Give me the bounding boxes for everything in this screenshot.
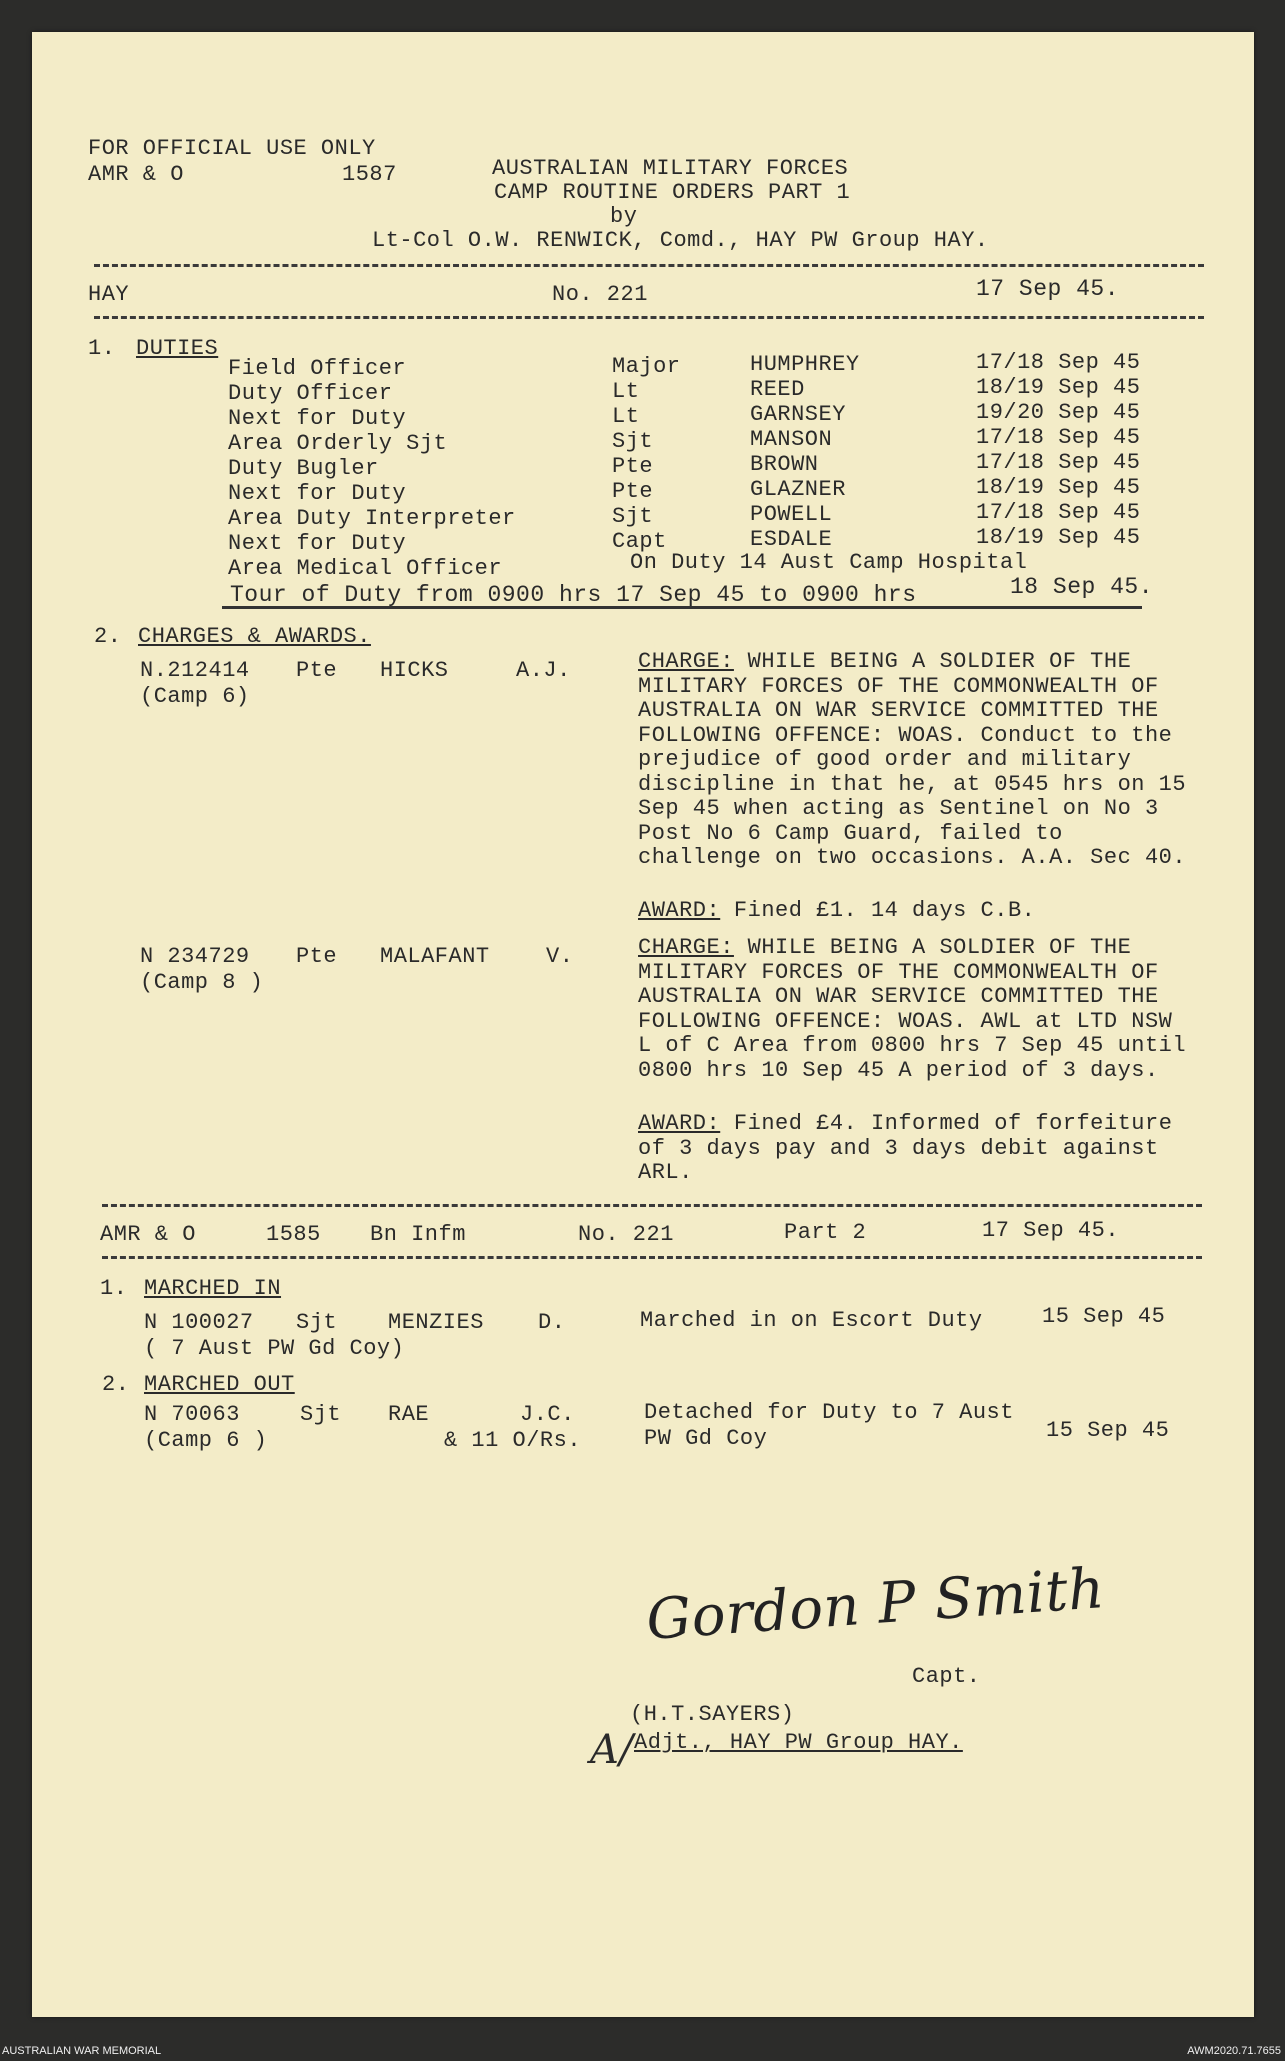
signatory-rank: Capt. [912,1664,981,1689]
reference-number: 1587 [342,162,397,187]
official-use-label: FOR OFFICIAL USE ONLY [88,136,376,161]
marched-in-number: N 100027 [144,1310,254,1335]
case-service-number: N 234729 [140,944,250,969]
charge-label: CHARGE: [638,935,734,960]
divider-part2-bottom [102,1256,1202,1259]
duties-heading-number: 1. [88,336,116,361]
marched-out-heading-number: 2. [102,1372,130,1397]
marched-out-heading: MARCHED OUT [144,1372,295,1397]
case-name: HICKS [380,658,449,683]
marched-out-others: & 11 O/Rs. [444,1428,582,1453]
for-mark: A/ [590,1727,634,1773]
duty-name: MANSON [750,427,833,452]
divider-top [94,264,1204,267]
award-body: Fined £4. Informed of forfeiture of 3 days pay and 3 days debit against ARL. [638,1111,1173,1185]
part2-label: Part 2 [784,1220,867,1245]
charges-heading-number: 2. [94,624,122,649]
order-place: HAY [88,282,130,307]
duty-rank: Capt [612,529,667,554]
case-rank: Pte [296,658,338,683]
part2-reference: AMR & O [100,1222,196,1247]
duties-underline [222,606,1142,609]
charge-body: WHILE BEING A SOLDIER OF THE MILITARY FORCES OF THE COMMONWEALTH OF AUSTRALIA ON WAR SERVICE COMMITTED THE FOLLOWING OFFENCE: WOAS. Conduct to the prejudice of good order and military discipline in that he, at 0545 hrs on 15 Sep 45 when acting as Sentinel on No 3 Post No 6 Camp Guard, failed to challenge on two occasions. A.A. Sec 40. [638,649,1187,870]
document-title: CAMP ROUTINE ORDERS PART 1 [494,180,851,205]
duty-rank: Sjt [612,504,654,529]
marched-out-camp: (Camp 6 ) [144,1428,268,1453]
duty-date: 18/19 Sep 45 [976,525,1141,550]
duty-date: 17/18 Sep 45 [976,350,1141,375]
duty-name: POWELL [750,502,833,527]
duty-role: Field Officer [228,356,407,381]
duty-rank: Pte [612,479,654,504]
duty-role: Next for Duty [228,481,407,506]
order-date: 17 Sep 45. [976,276,1120,302]
marched-in-rank: Sjt [296,1310,338,1335]
medical-officer-role: Area Medical Officer [228,556,503,581]
duty-date: 17/18 Sep 45 [976,425,1141,450]
duty-name: GLAZNER [750,477,846,502]
organisation-title: AUSTRALIAN MILITARY FORCES [492,156,849,181]
marched-out-number: N 70063 [144,1402,240,1427]
duty-role: Duty Officer [228,381,393,406]
marched-out-date: 15 Sep 45 [1046,1418,1170,1443]
duty-rank: Major [612,354,681,379]
divider-2 [94,316,1204,319]
case-initials: A.J. [516,658,571,683]
by-label: by [610,204,638,229]
case-camp: (Camp 8 ) [140,970,264,995]
marched-out-detail-line1: Detached for Duty to 7 Aust [644,1400,1014,1425]
duty-rank: Lt [612,404,640,429]
marched-in-initials: D. [538,1310,566,1335]
duty-date: 18/19 Sep 45 [976,475,1141,500]
duty-role: Next for Duty [228,531,407,556]
charge-label: CHARGE: [638,649,734,674]
marched-out-rank: Sjt [300,1402,342,1427]
medical-officer-text: On Duty 14 Aust Camp Hospital [630,550,1028,575]
marched-out-detail-line2: PW Gd Coy [644,1426,768,1451]
commander-line: Lt-Col O.W. RENWICK, Comd., HAY PW Group HAY. [372,228,989,253]
footer-credit: AUSTRALIAN WAR MEMORIAL [2,2045,162,2057]
duty-date: 19/20 Sep 45 [976,400,1141,425]
duty-name: BROWN [750,452,819,477]
signatory-name: (H.T.SAYERS) [630,1702,795,1727]
divider-part2-top [102,1204,1202,1207]
duty-role: Area Duty Interpreter [228,506,516,531]
duty-date: 18/19 Sep 45 [976,375,1141,400]
marched-out-name: RAE [388,1402,430,1427]
order-number: No. 221 [552,282,648,307]
award-body: Fined £1. 14 days C.B. [733,898,1036,923]
duty-rank: Pte [612,454,654,479]
duty-role: Area Orderly Sjt [228,431,448,456]
signature: Gordon P Smith [644,1556,1107,1653]
part2-reference-number: 1585 [266,1222,321,1247]
signatory-title: Adjt., HAY PW Group HAY. [634,1730,963,1755]
case-camp: (Camp 6) [140,684,250,709]
case-rank: Pte [296,944,338,969]
case-award-text [638,1112,1198,1186]
case-charge-text [638,650,1198,871]
marched-in-name: MENZIES [388,1310,484,1335]
marched-in-detail: Marched in on Escort Duty [640,1308,983,1333]
duty-name: REED [750,377,805,402]
part2-bn: Bn Infm [370,1222,466,1247]
document-page [32,32,1254,2017]
duty-name: ESDALE [750,527,833,552]
case-initials: V. [546,944,574,969]
marched-in-heading-number: 1. [100,1276,128,1301]
tour-of-duty: Tour of Duty from 0900 hrs 17 Sep 45 to 0900 hrs [230,582,917,608]
duty-role: Duty Bugler [228,456,379,481]
marched-in-heading: MARCHED IN [144,1276,282,1301]
duty-role: Next for Duty [228,406,407,431]
reference-code: AMR & O [88,162,184,187]
duty-date: 17/18 Sep 45 [976,500,1141,525]
duty-rank: Sjt [612,429,654,454]
marched-in-unit: ( 7 Aust PW Gd Coy) [144,1336,405,1361]
charge-body: WHILE BEING A SOLDIER OF THE MILITARY FORCES OF THE COMMONWEALTH OF AUSTRALIA ON WAR SERVICE COMMITTED THE FOLLOWING OFFENCE: WOAS. AWL at LTD NSW L of C Area from 0800 hrs 7 Sep 45 until 0800 hrs 10 Sep 45 A period of 3 days. [638,935,1187,1083]
duty-name: GARNSEY [750,402,846,427]
case-charge-text [638,936,1198,1083]
part2-number: No. 221 [578,1222,674,1247]
part2-date: 17 Sep 45. [982,1218,1120,1243]
charges-heading: CHARGES & AWARDS. [138,624,371,649]
marched-out-initials: J.C. [520,1402,575,1427]
duty-date: 17/18 Sep 45 [976,450,1141,475]
footer-catalogue-number: AWM2020.71.7655 [1187,2045,1281,2057]
case-service-number: N.212414 [140,658,250,683]
duties-heading: DUTIES [136,336,219,361]
duty-rank: Lt [612,379,640,404]
award-label: AWARD: [638,1111,721,1136]
award-label: AWARD: [638,898,721,923]
case-name: MALAFANT [380,944,490,969]
marched-in-date: 15 Sep 45 [1042,1304,1166,1329]
tour-of-duty-date: 18 Sep 45. [1010,574,1154,600]
duty-name: HUMPHREY [750,352,860,377]
case-award-text [638,898,1198,924]
